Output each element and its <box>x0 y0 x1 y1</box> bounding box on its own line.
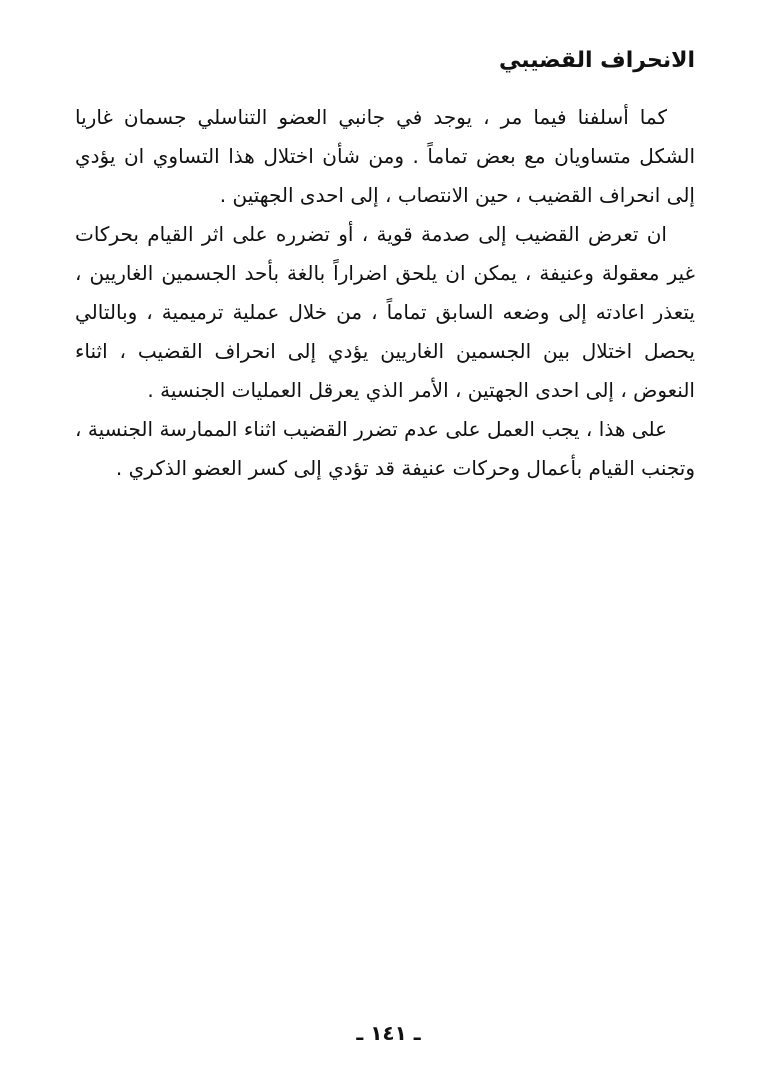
section-heading: الانحراف القضيبي <box>498 48 695 73</box>
paragraph-3: على هذا ، يجب العمل على عدم تضرر القضيب اثناء الممارسة الجنسية ، وتجنب القيام بأعمال وحركات عنيفة قد تؤدي إلى كسر العضو الذكري . <box>75 417 695 480</box>
paragraph-1: كما أسلفنا فيما مر ، يوجد في جانبي العضو التناسلي جسمان غاريا الشكل متساويان مع بعض تماماً . ومن شأن اختلال هذا التساوي ان يؤدي إلى انحراف القضيب ، حين الانتصاب ، إلى احدى الجهتين . <box>75 105 695 207</box>
paragraph-2: ان تعرض القضيب إلى صدمة قوية ، أو تضرره على اثر القيام بحركات غير معقولة وعنيفة ، يمكن ان يلحق اضراراً بالغة بأحد الجسمين الغاريين ، يتعذر اعادته إلى وضعه السابق تماماً ، من خلال عملية ترميمية ، وبالتالي يحصل اختلال بين الجسمين الغاريين يؤدي إلى انحراف القضيب ، اثناء النعوض ، إلى احدى الجهتين ، الأمر الذي يعرقل العمليات الجنسية . <box>75 222 695 402</box>
page-number: ـ ١٤١ ـ <box>356 1021 421 1045</box>
body-text <box>75 98 695 488</box>
